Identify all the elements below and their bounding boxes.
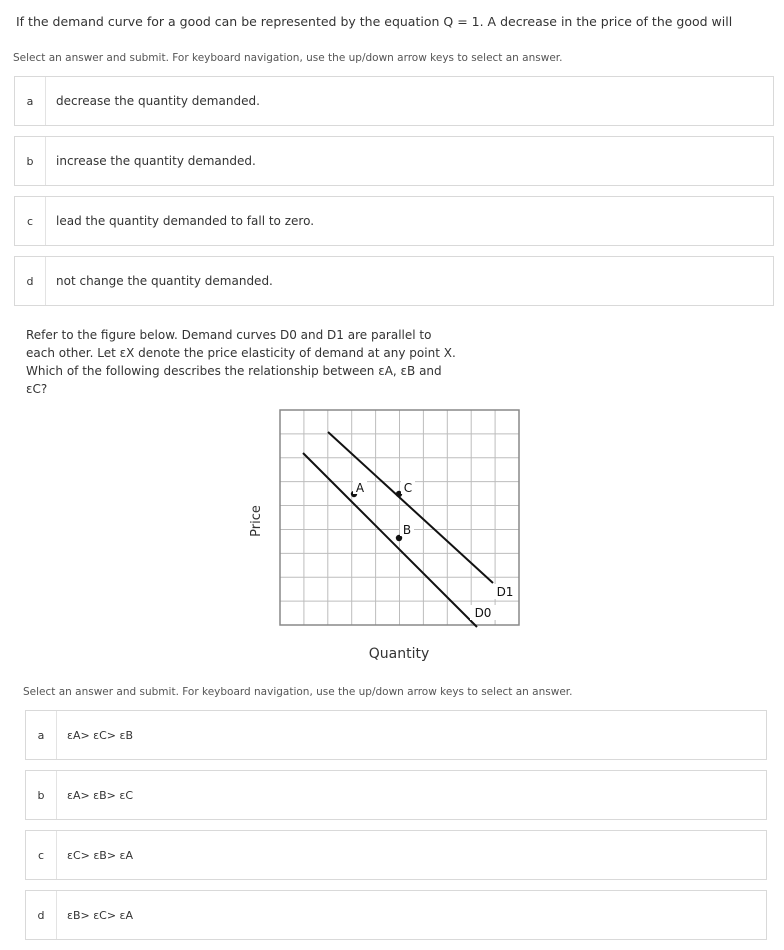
- option-text: increase the quantity demanded.: [56, 154, 256, 168]
- q2-option-d[interactable]: [25, 890, 767, 940]
- q1-option-d[interactable]: [14, 256, 774, 306]
- option-text: decrease the quantity demanded.: [56, 94, 260, 108]
- option-text: εC> εB> εA: [67, 848, 134, 862]
- curve-d0-label: D0: [474, 606, 492, 620]
- q2-option-c[interactable]: [25, 830, 767, 880]
- q1-option-a[interactable]: [14, 76, 774, 126]
- point-a-label: A: [355, 481, 365, 495]
- question-1-text: If the demand curve for a good can be represented by the equation Q = 1. A decrease in the price of the good will: [16, 14, 733, 29]
- q1-option-c[interactable]: [14, 196, 774, 246]
- point-c-label: C: [403, 481, 413, 495]
- question-1-hint: Select an answer and submit. For keyboard navigation, use the up/down arrow keys to select an answer.: [13, 52, 563, 64]
- option-text: εB> εC> εA: [67, 908, 134, 922]
- option-text: εA> εC> εB: [67, 728, 134, 742]
- option-letter: c: [37, 848, 45, 862]
- option-letter: a: [37, 728, 45, 742]
- option-text: εA> εB> εC: [67, 788, 134, 802]
- option-letter: a: [26, 94, 34, 108]
- option-letter: b: [26, 154, 34, 168]
- q2-option-b[interactable]: [25, 770, 767, 820]
- option-letter: d: [37, 908, 45, 922]
- option-text: lead the quantity demanded to fall to zero.: [56, 214, 315, 228]
- q1-option-b[interactable]: [14, 136, 774, 186]
- question-2-hint: Select an answer and submit. For keyboard navigation, use the up/down arrow keys to select an answer.: [23, 686, 573, 698]
- curve-d1-label: D1: [496, 585, 514, 599]
- option-letter: d: [26, 274, 34, 288]
- option-letter: c: [26, 214, 34, 228]
- x-axis-label: Quantity: [368, 646, 430, 662]
- question-2-text: Refer to the figure below. Demand curves D0 and D1 are parallel to each other. Let εX denote the price elasticity of demand at any point X. Which of the following describes the relationship between εA, εB and εC?: [26, 328, 456, 396]
- point-b-label: B: [402, 523, 412, 537]
- option-text: not change the quantity demanded.: [56, 274, 273, 288]
- demand-curves-figure: [244, 404, 524, 666]
- y-axis-label: Price: [249, 505, 264, 537]
- option-letter: b: [37, 788, 45, 802]
- q2-option-a[interactable]: [25, 710, 767, 760]
